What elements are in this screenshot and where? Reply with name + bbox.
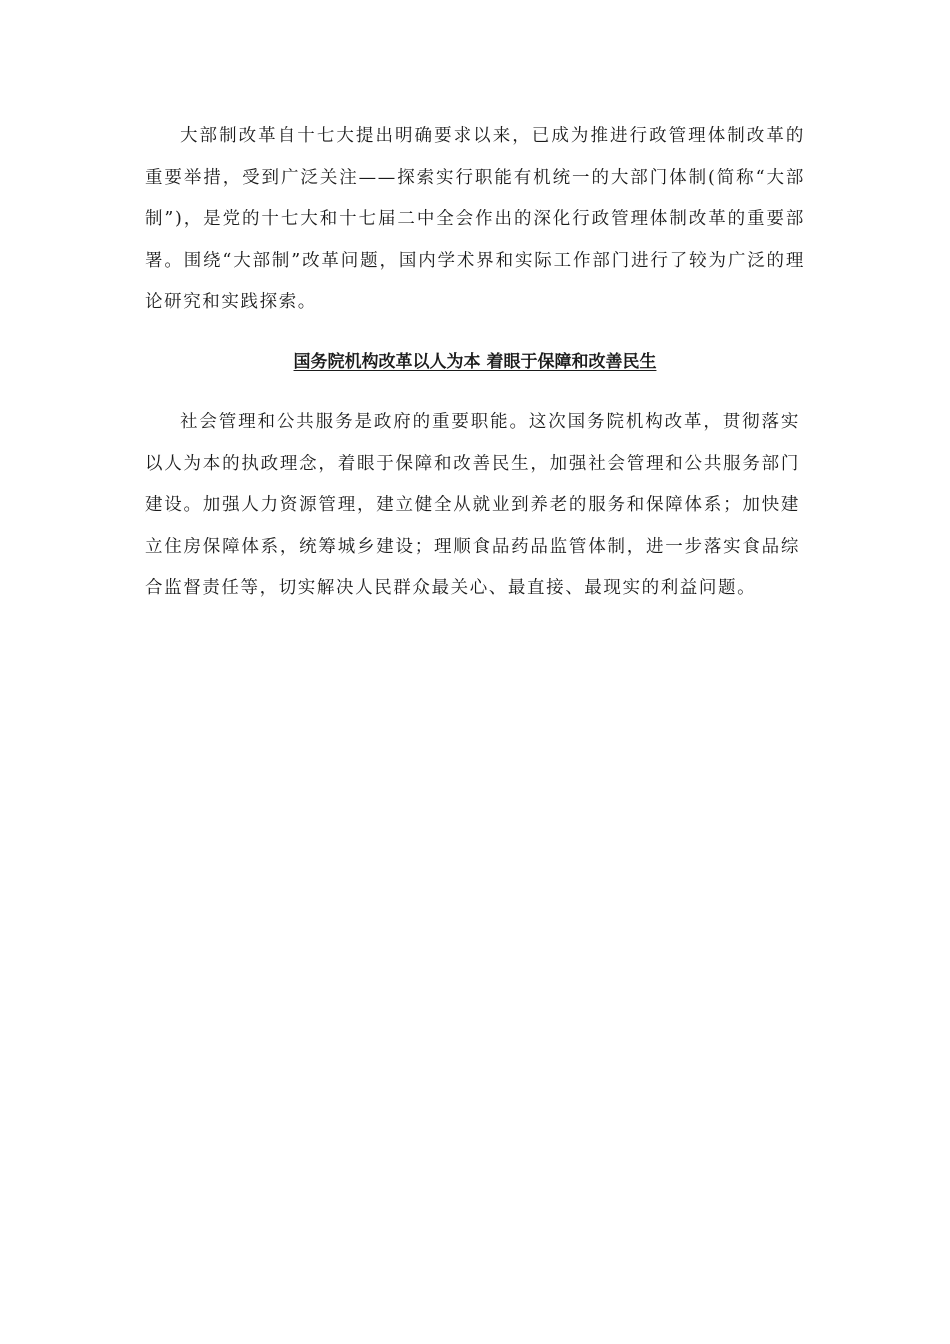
body-paragraph: 社会管理和公共服务是政府的重要职能。这次国务院机构改革，贯彻落实以人为本的执政理念，着眼于保障和改善民生，加强社会管理和公共服务部门建设。加强人力资源管理，建立健全从就业到养老的服务和保障体系；加快建立住房保障体系，统筹城乡建设；理顺食品药品监管体制，进一步落实食品综合监督责任等，切实解决人民群众最关心、最直接、最现实的利益问题。: [145, 412, 800, 598]
intro-paragraph: 大部制改革自十七大提出明确要求以来，已成为推进行政管理体制改革的重要举措，受到广泛关注——探索实行职能有机统一的大部门体制(简称“大部制”)，是党的十七大和十七届二中全会作出的深化行政管理体制改革的重要部署。围绕“大部制”改革问题，国内学术界和实际工作部门进行了较为广泛的理论研究和实践探索。: [145, 126, 805, 312]
section-heading-text: 国务院机构改革以人为本 着眼于保障和改善民生: [293, 352, 657, 372]
section-heading: [145, 347, 805, 377]
